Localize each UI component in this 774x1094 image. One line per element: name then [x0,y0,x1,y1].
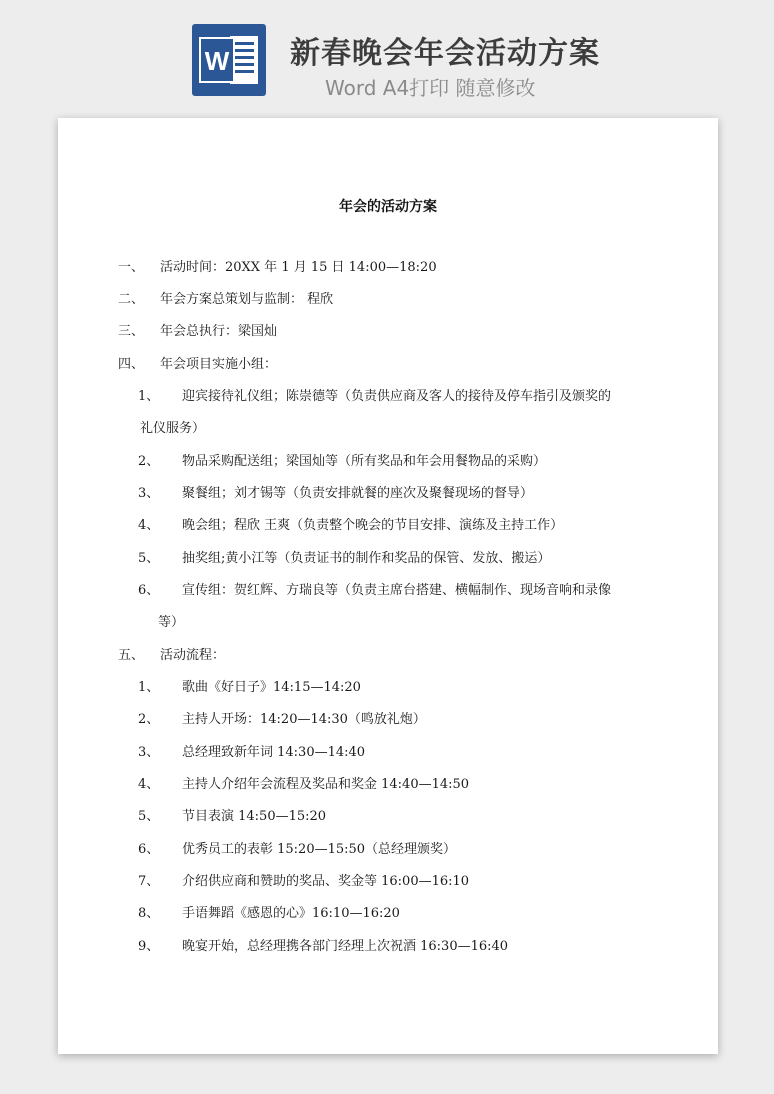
svg-text:W: W [204,46,230,76]
banner-title: 新春晚会年会活动方案 [290,36,600,71]
group-item-continuation: 礼仪服务） [140,421,206,436]
word-logo-icon [192,24,266,96]
header-banner [0,0,774,118]
document-page: 年会的活动方案 一、 活动时间：20XX 年 1 月 15 日 14:00—18:20 二、 年会方案总策划与监制： 程欣 三、 年会总执行：梁国灿 四、 年会项目实施小组： 1、 迎宾接待礼仪组；陈崇德等（负责供应商及客人的接待及停车指引及颁奖的 礼仪服务） 2、 物品采购配送组；梁国灿等（所有奖品和年会用餐物品的采购） 3、 聚餐组；刘才锡等（负责安排就餐的座次及聚餐现场的督导） 4、 晚会组；程欣 王爽（负责整个晚会的节目安排、演练及主持工作） 5、 抽奖组;黄小江等（负责证书的制作和奖品的保管、发放、搬运） 6、 宣传组：贺红辉、方瑞良等（负责主席台搭建、横幅制作、现场音响和录像 等） 五、 活动流程： 1、 歌曲《好日子》14:15—14:20 2、 主持人开场：14:20—14:30（鸣放礼炮） 3、 总经理致新年词 14:30—14:40 4、 主持人介绍年会流程及奖品和奖金 14:40—14:50 5、 节目表演 14:50—15:20 6、 优秀员工的表彰 15:20—15:50（总经理颁奖） 7、 介绍供应商和赞助的奖品、奖金等 16:00—16:10 8、 手语舞蹈《感恩的心》16:10—16:20 9、 晚宴开始，总经理携各部门经理上次祝酒 16:30—16:40 [58,118,718,1054]
group-item-continuation: 等） [158,615,185,630]
banner-subtitle: Word A4打印 随意修改 [325,76,536,100]
document-title: 年会的活动方案 [339,199,437,215]
